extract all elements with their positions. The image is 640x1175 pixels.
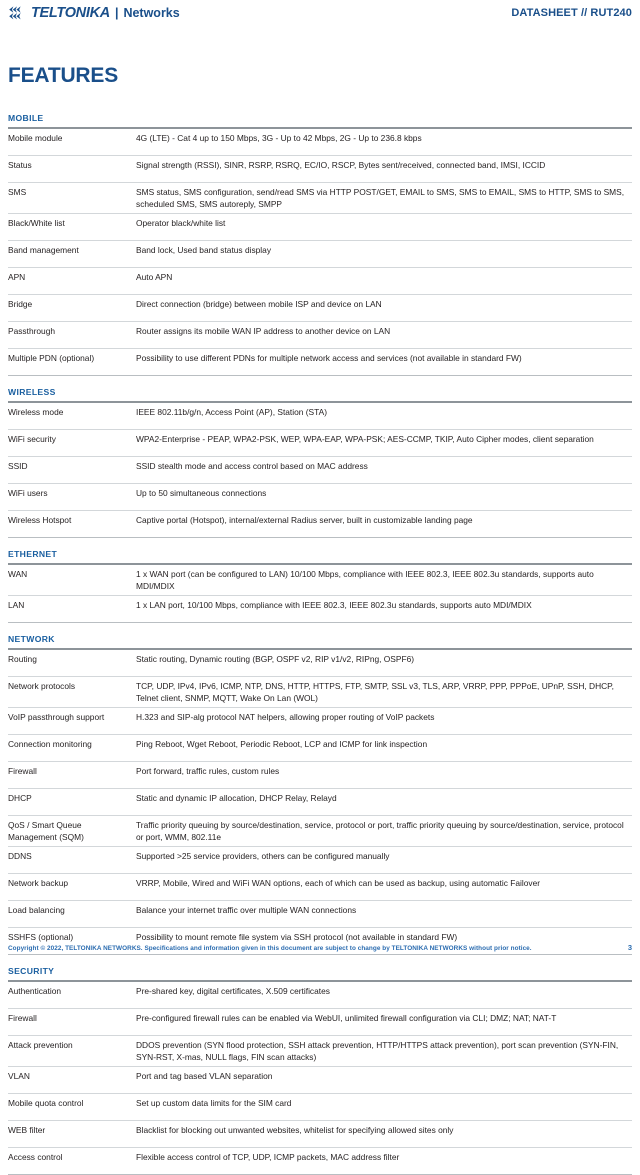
spec-row-value: Supported >25 service providers, others can be configured manually <box>136 851 390 861</box>
spec-row-label: SSHFS (optional) <box>8 932 74 942</box>
spec-row-value: Possibility to mount remote file system via SSH protocol (not available in standard FW) <box>136 932 458 942</box>
spec-row-value: Flexible access control of TCP, UDP, ICMP packets, MAC address filter <box>136 1152 400 1162</box>
spec-row-value: H.323 and SIP-alg protocol NAT helpers, allowing proper routing of VoIP packets <box>136 712 435 722</box>
spec-row <box>8 183 632 214</box>
page-number: 3 <box>627 943 632 952</box>
spec-section <box>8 549 632 623</box>
spec-row <box>8 484 632 511</box>
spec-row <box>8 511 632 538</box>
spec-row-label: Access control <box>8 1152 63 1162</box>
spec-row-label: Attack prevention <box>8 1040 73 1050</box>
spec-row <box>8 322 632 349</box>
spec-row <box>8 982 632 1009</box>
spec-row-label: LAN <box>8 600 25 610</box>
spec-row-label: WEB filter <box>8 1125 46 1135</box>
spec-row-value: Pre-shared key, digital certificates, X.509 certificates <box>136 986 330 996</box>
features-table <box>8 113 632 1175</box>
spec-row-value: 1 x WAN port (can be configured to LAN) 10/100 Mbps, compliance with IEEE 802.3, IEEE 802.3u standards, supports auto MDI/MDIX <box>136 569 594 591</box>
spec-row-label: Network backup <box>8 878 69 888</box>
document-footer <box>8 943 632 952</box>
spec-row <box>8 1009 632 1036</box>
spec-row <box>8 874 632 901</box>
spec-row-value: Up to 50 simultaneous connections <box>136 488 267 498</box>
spec-row <box>8 349 632 376</box>
spec-row-value: Auto APN <box>136 272 173 282</box>
spec-row <box>8 650 632 677</box>
spec-row-label: Mobile quota control <box>8 1098 84 1108</box>
spec-row-value: Traffic priority queuing by source/destination, service, protocol or port, traffic priority queuing by source/destination, service, protocol or port, WMM, 802.11e <box>136 820 624 842</box>
spec-row <box>8 268 632 295</box>
spec-row <box>8 295 632 322</box>
spec-row-label: Routing <box>8 654 37 664</box>
spec-row <box>8 816 632 847</box>
page-title: FEATURES <box>8 64 119 87</box>
spec-row <box>8 596 632 623</box>
spec-row-label: SSID <box>8 461 28 471</box>
spec-row-label: Load balancing <box>8 905 65 915</box>
spec-row-value: Signal strength (RSSI), SINR, RSRP, RSRQ, EC/IO, RSCP, Bytes sent/received, connected band, IMSI, ICCID <box>136 160 546 170</box>
spec-row <box>8 847 632 874</box>
spec-row-value: SMS status, SMS configuration, send/read SMS via HTTP POST/GET, EMAIL to SMS, SMS to EMAIL, SMS to HTTP, SMS to SMS, scheduled SMS, SMS autoreply, SMPP <box>136 187 625 209</box>
spec-row-value: Operator black/white list <box>136 218 226 228</box>
spec-row-label: QoS / Smart Queue Management (SQM) <box>8 820 84 842</box>
spec-row-value: VRRP, Mobile, Wired and WiFi WAN options, each of which can be used as backup, using automatic Failover <box>136 878 541 888</box>
spec-row-label: VLAN <box>8 1071 30 1081</box>
spec-row-value: Ping Reboot, Wget Reboot, Periodic Reboot, LCP and ICMP for link inspection <box>136 739 428 749</box>
spec-row-value: Direct connection (bridge) between mobile ISP and device on LAN <box>136 299 382 309</box>
spec-row-value: Band lock, Used band status display <box>136 245 272 255</box>
section-title: ETHERNET <box>8 549 632 565</box>
spec-row <box>8 1036 632 1067</box>
spec-row-label: Wireless Hotspot <box>8 515 72 525</box>
spec-row-label: Wireless mode <box>8 407 64 417</box>
spec-row-label: Mobile module <box>8 133 63 143</box>
spec-row-label: Firewall <box>8 766 37 776</box>
spec-row-label: Passthrough <box>8 326 56 336</box>
spec-row-label: Multiple PDN (optional) <box>8 353 95 363</box>
spec-row-value: Port and tag based VLAN separation <box>136 1071 273 1081</box>
spec-row-label: WAN <box>8 569 28 579</box>
spec-row <box>8 762 632 789</box>
spec-section <box>8 634 632 955</box>
spec-row-value: Captive portal (Hotspot), internal/external Radius server, built in customizable landing page <box>136 515 473 525</box>
spec-row-label: WiFi users <box>8 488 48 498</box>
spec-row-value: Port forward, traffic rules, custom rules <box>136 766 280 776</box>
spec-row-label: DHCP <box>8 793 32 803</box>
spec-row-value: Blacklist for blocking out unwanted websites, whitelist for specifying allowed sites only <box>136 1125 454 1135</box>
spec-row-value: WPA2-Enterprise - PEAP, WPA2-PSK, WEP, WPA-EAP, WPA-PSK; AES-CCMP, TKIP, Auto Cipher modes, client separation <box>136 434 594 444</box>
spec-row <box>8 1067 632 1094</box>
spec-row-value: TCP, UDP, IPv4, IPv6, ICMP, NTP, DNS, HTTP, HTTPS, FTP, SMTP, SSL v3, TLS, ARP, VRRP, PPP, PPPoE, UPnP, SSH, DHCP, Telnet client, SNMP, MQTT, Wake On Lan (WOL) <box>136 681 615 703</box>
teltonika-chevron-icon <box>8 6 27 20</box>
section-title: SECURITY <box>8 966 632 982</box>
spec-row-label: Status <box>8 160 32 170</box>
spec-section <box>8 113 632 376</box>
spec-row-value: Router assigns its mobile WAN IP address to another device on LAN <box>136 326 391 336</box>
spec-row-value: Balance your internet traffic over multiple WAN connections <box>136 905 357 915</box>
spec-row <box>8 241 632 268</box>
spec-row-label: Band management <box>8 245 79 255</box>
brand-separator: | <box>114 6 119 20</box>
spec-row-value: Pre-configured firewall rules can be enabled via WebUI, unlimited firewall configuration via CLI; DMZ; NAT; NAT-T <box>136 1013 557 1023</box>
spec-row-label: Firewall <box>8 1013 37 1023</box>
spec-row-label: Network protocols <box>8 681 76 691</box>
spec-row-value: Set up custom data limits for the SIM card <box>136 1098 292 1108</box>
spec-row <box>8 789 632 816</box>
spec-row-label: Connection monitoring <box>8 739 92 749</box>
spec-row <box>8 708 632 735</box>
section-title: MOBILE <box>8 113 632 129</box>
spec-row <box>8 156 632 183</box>
spec-row <box>8 457 632 484</box>
spec-row <box>8 901 632 928</box>
spec-row-value: Possibility to use different PDNs for multiple network access and services (not available in standard FW) <box>136 353 522 363</box>
spec-row-label: VoIP passthrough support <box>8 712 105 722</box>
spec-row-label: WiFi security <box>8 434 56 444</box>
spec-row-label: APN <box>8 272 26 282</box>
spec-row-value: Static routing, Dynamic routing (BGP, OSPF v2, RIP v1/v2, RIPng, OSPF6) <box>136 654 415 664</box>
spec-section <box>8 387 632 538</box>
datasheet-model-tag: DATASHEET // RUT240 <box>511 7 632 19</box>
spec-row-label: SMS <box>8 187 27 197</box>
spec-row <box>8 735 632 762</box>
spec-row-label: Bridge <box>8 299 33 309</box>
spec-row <box>8 565 632 596</box>
spec-row <box>8 1148 632 1175</box>
spec-row <box>8 129 632 156</box>
spec-row-value: Static and dynamic IP allocation, DHCP Relay, Relayd <box>136 793 337 803</box>
section-title: WIRELESS <box>8 387 632 403</box>
spec-row <box>8 1121 632 1148</box>
spec-row-label: Black/White list <box>8 218 65 228</box>
teltonika-logo <box>8 6 180 21</box>
document-header <box>8 0 632 28</box>
spec-row-value: IEEE 802.11b/g/n, Access Point (AP), Station (STA) <box>136 407 328 417</box>
spec-row <box>8 403 632 430</box>
spec-row <box>8 430 632 457</box>
brand-name: TELTONIKA <box>31 5 110 21</box>
spec-row-label: DDNS <box>8 851 32 861</box>
spec-row-value: 4G (LTE) - Cat 4 up to 150 Mbps, 3G - Up to 42 Mbps, 2G - Up to 236.8 kbps <box>136 133 422 143</box>
spec-row-value: SSID stealth mode and access control based on MAC address <box>136 461 368 471</box>
spec-row <box>8 214 632 241</box>
spec-row-label: Authentication <box>8 986 62 996</box>
spec-row <box>8 677 632 708</box>
brand-subtitle: Networks <box>123 6 180 20</box>
spec-row-value: DDOS prevention (SYN flood protection, SSH attack prevention, HTTP/HTTPS attack prevention), port scan prevention (SYN-FIN, SYN-RST, X-mas, NULL flags, FIN scan attacks) <box>136 1040 619 1062</box>
copyright-notice: Copyright © 2022, TELTONIKA NETWORKS. Specifications and information given in this document are subject to change by TELTONIKA NETWORKS without prior notice. <box>8 945 532 952</box>
spec-section <box>8 966 632 1175</box>
spec-row <box>8 1094 632 1121</box>
spec-row-value: 1 x LAN port, 10/100 Mbps, compliance with IEEE 802.3, IEEE 802.3u standards, supports auto MDI/MDIX <box>136 600 532 610</box>
section-title: NETWORK <box>8 634 632 650</box>
